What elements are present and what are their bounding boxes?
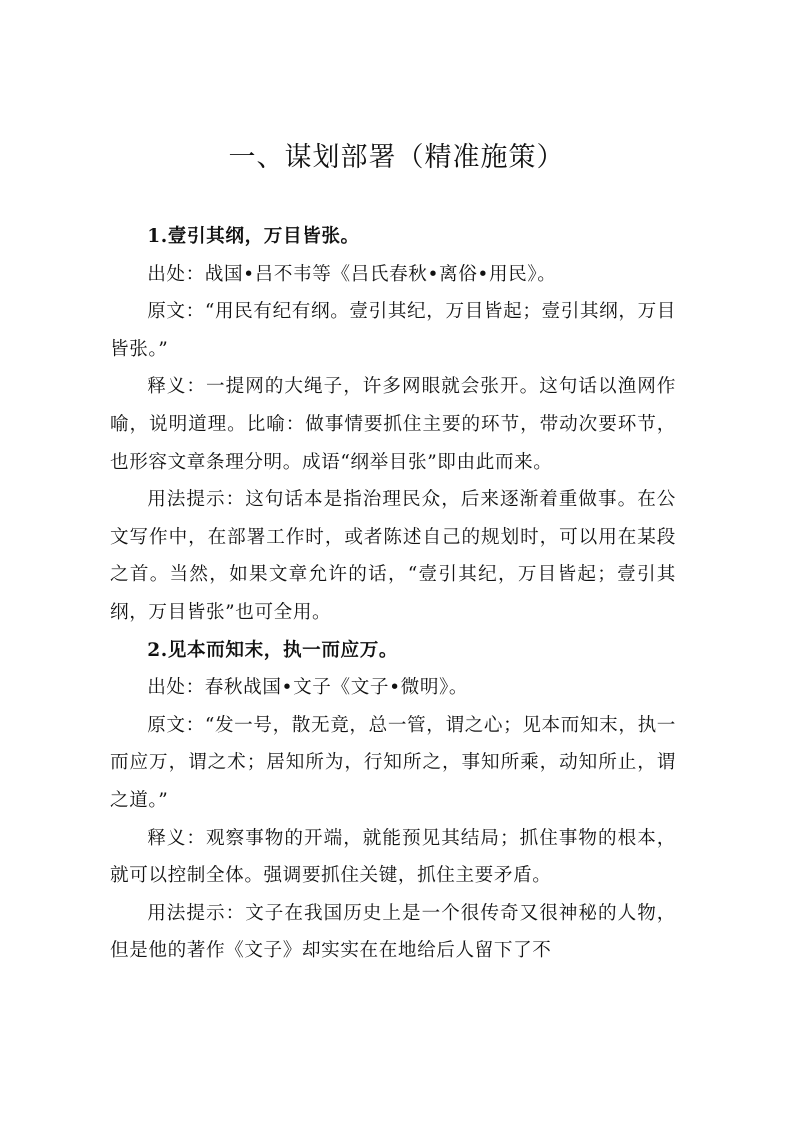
section-1-heading: 1.壹引其纲，万目皆张。 — [147, 226, 360, 247]
section-2-meaning: 释义：观察事物的开端，就能预见其结局；抓住事物的根本，就可以控制全体。强调要抓住关键，抓住主要矛盾。 — [110, 827, 676, 887]
section-2-heading: 2.见本而知末，执一而应万。 — [147, 639, 399, 661]
document-body — [110, 218, 676, 970]
section-1-original: 原文：“用民有纪有纲。壹引其纪，万目皆起；壹引其纲，万目皆张。” — [110, 301, 676, 360]
section-2-usage: 用法提示：文子在我国历史上是一个很传奇又很神秘的人物，但是他的著作《文子》却实实在在地给后人留下了不 — [110, 902, 676, 962]
page-title: 一、谋划部署（精准施策） — [228, 142, 565, 173]
section-2-source: 出处：春秋战国•文子《文子•微明》。 — [147, 677, 469, 699]
section-1-usage: 用法提示：这句话本是指治理民众，后来逐渐着重做事。在公文写作中，在部署工作时，或者陈述自己的规划时，可以用在某段之首。当然，如果文章允许的话，“壹引其纪，万目皆起；壹引其纲，万目皆张”也可全用。 — [110, 489, 676, 623]
section-1-meaning: 释义：一提网的大绳子，许多网眼就会张开。这句话以渔网作喻，说明道理。比喻：做事情要抓住主要的环节，带动次要环节，也形容文章条理分明。成语“纲举目张”即由此而来。 — [110, 376, 676, 473]
section-2-original: 原文：“发一号，散无竟，总一管，谓之心；见本而知末，执一而应万，谓之术；居知所为，行知所之，事知所乘，动知所止，谓之道。” — [110, 714, 676, 811]
section-1-source: 出处：战国•吕不韦等《吕氏春秋•离俗•用民》。 — [147, 263, 557, 285]
